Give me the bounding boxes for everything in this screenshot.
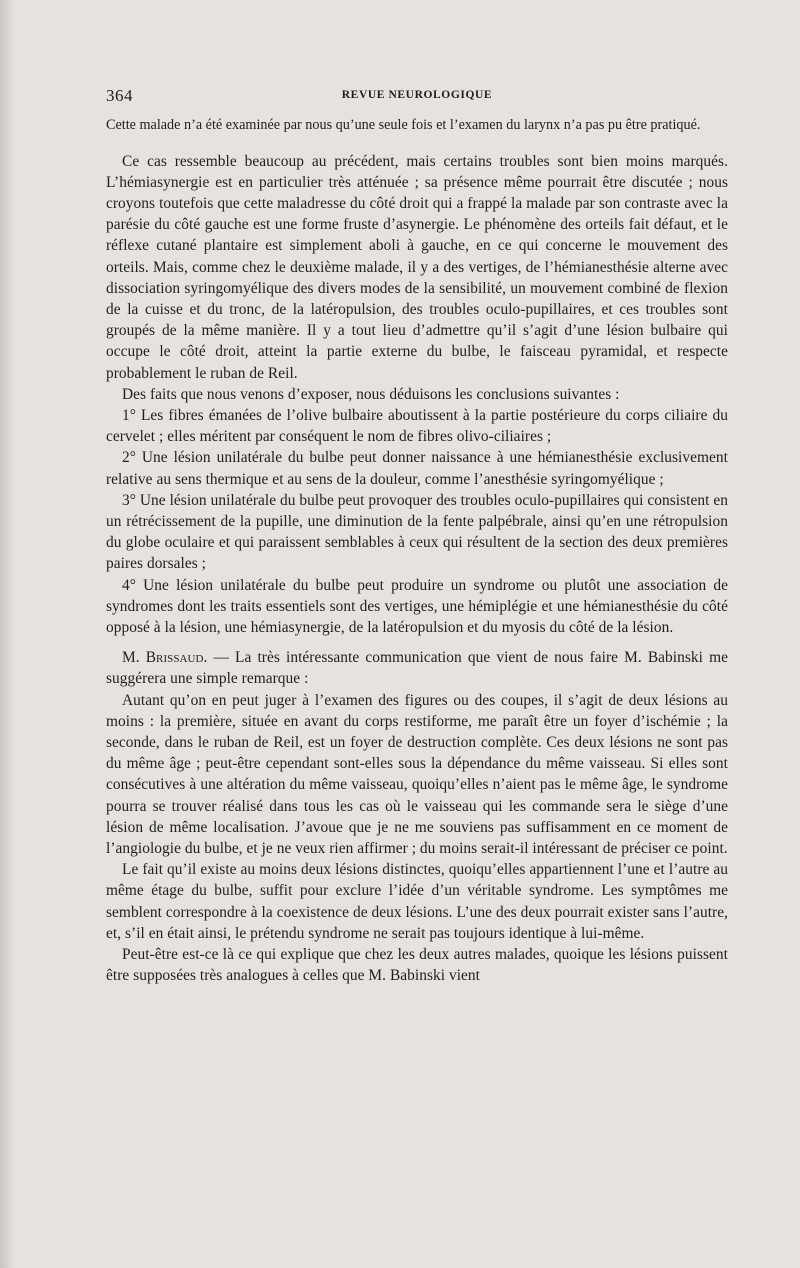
paragraph-syndrome: Le fait qu’il existe au moins deux lésions distinctes, quoiqu’elles appartiennent l’une et l’autre au même étage du bulbe, suffit pour exclure l’idée d’un véritable syndrome. Les symptômes me semblent correspondre à la coexistence de deux lésions. L’une des deux pourrait exister sans l’autre, et, s’il en était ainsi, le prétendu syndrome ne serait pas toujours identique à lui-même. xyxy=(106,861,728,942)
page-header xyxy=(106,86,728,106)
paragraph-case-discussion: Ce cas ressemble beaucoup au précédent, mais certains troubles sont bien moins marqués. L’hémiasynergie est en particulier très atténuée ; sa présence même pourrait être discutée ; nous croyons toutefois que cette maladresse du côté droit qui a frappé la malade par son contraste avec la parésie du côté gauche est une forme fruste d’asynergie. Le phénomène des orteils fait défaut, et le réflexe cutané plantaire est simplement aboli à gauche, en ce qui concerne le mouvement des orteils. Mais, comme chez le deuxième malade, il y a des vertiges, de l’hémianesthésie alterne avec dissociation syringomyélique des divers modes de la sensibilité, un mouvement combiné de flexion de la cuisse et du tronc, de la latéropulsion, des troubles oculo-pupillaires, et ces troubles sont groupés de la même manière. Il y a tout lieu d’admettre qu’il s’agit d’une lésion bulbaire qui occupe le côté droit, atteint la partie externe du bulbe, le faisceau pyramidal, et respecte probablement le ruban de Reil. xyxy=(106,152,728,382)
paragraph-conclusion-3: 3° Une lésion unilatérale du bulbe peut provoquer des troubles oculo-pupillaires qui consistent en un rétrécissement de la pupille, une diminution de la fente palpébrale, ainsi qu’en une rétropulsion du globe oculaire et qui paraissent semblables à ceux qui résultent de la section des deux premières paires dorsales ; xyxy=(106,491,728,573)
paragraph-brissaud-remark xyxy=(106,647,728,689)
speaker-name: M. Brissaud. xyxy=(122,649,208,667)
paragraph-lesions: Autant qu’on en peut juger à l’examen des figures ou des coupes, il s’agit de deux lésions au moins : la première, située en avant du corps restiforme, me paraît être un foyer d’ischémie ; la seconde, dans le ruban de Reil, est un foyer de destruction complète. Ces deux lésions ne sont pas du même âge ; peut-être cependant sont-elles sous la dépendance du même vaisseau. Si elles sont consécutives à une altération du même vaisseau, quoiqu’elles n’aient pas le même âge, le syndrome pourra se trouver réalisé dans tous les cas où le vaisseau qui les commande sera le siège d’une lésion de même localisation. J’avoue que je ne me souviens pas suffisamment en ce moment de l’angiologie du bulbe, et je ne veux rien affirmer ; du moins serait-il intéressant de préciser ce point. xyxy=(106,691,728,857)
remark-text: — La très intéressante communication que vient de nous faire M. Babinski me suggérera une simple remarque : xyxy=(106,649,728,688)
page-number: 364 xyxy=(106,86,133,105)
footnote-paragraph: Cette malade n’a été examinée par nous qu’une seule fois et l’examen du larynx n’a pas pu être pratiqué. xyxy=(106,117,701,133)
paragraph-conclusions-intro: Des faits que nous venons d’exposer, nous déduisons les conclusions suivantes : xyxy=(122,385,620,403)
paragraph-other-patients: Peut-être est-ce là ce qui explique que chez les deux autres malades, quoique les lésions puissent être supposées très analogues à celles que M. Babinski vient xyxy=(106,946,728,985)
main-text xyxy=(106,151,728,987)
paragraph-conclusion-2: 2° Une lésion unilatérale du bulbe peut donner naissance à une hémianesthésie exclusivement relative au sens thermique et au sens de la douleur, comme l’anesthésie syringomyélique ; xyxy=(106,449,728,488)
paragraph-conclusion-4: 4° Une lésion unilatérale du bulbe peut produire un syndrome ou plutôt une association de syndromes dont les traits essentiels sont des vertiges, une hémiplégie et une hémianesthésie du côté opposé à la lésion, une hémiasynergie, de la latéropulsion et du myosis du côté de la lésion. xyxy=(106,576,728,636)
running-title: REVUE NEUROLOGIQUE xyxy=(341,89,493,101)
scan-edge-shadow xyxy=(0,0,14,1268)
paragraph-conclusion-1: 1° Les fibres émanées de l’olive bulbaire aboutissent à la partie postérieure du corps ciliaire du cervelet ; elles méritent par conséquent le nom de fibres olivo-ciliaires ; xyxy=(106,406,728,446)
page-body xyxy=(106,117,728,986)
